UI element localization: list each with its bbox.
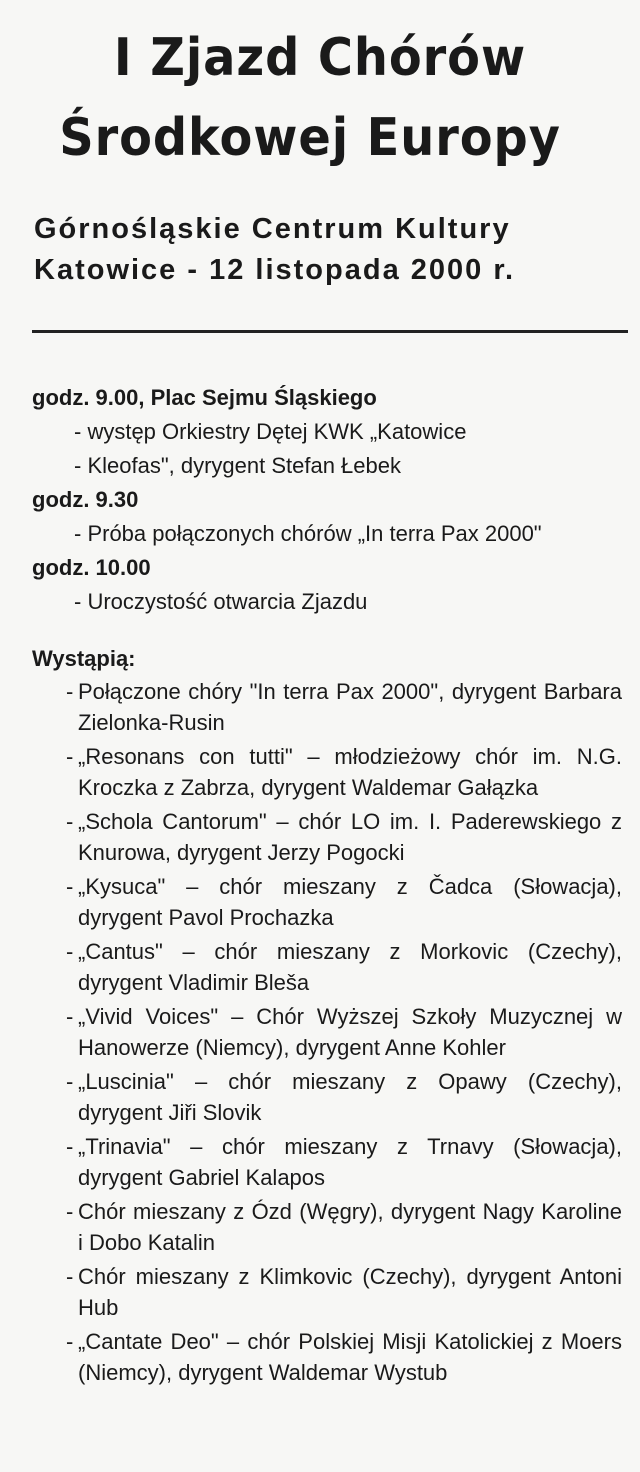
performers-section (32, 643, 622, 1391)
schedule-item (32, 483, 632, 551)
performer-text: Chór mieszany z Ózd (Węgry), dyrygent Nagy Karoline i Dobo Katalin (78, 1199, 622, 1255)
performers-heading: Wystąpią: (32, 646, 136, 671)
performer-text: „Cantus" – chór mieszany z Morkovic (Czechy), dyrygent Vladimir Bleša (78, 939, 622, 995)
list-item: - „Resonans con tutti" – młodzieżowy chór im. N.G. Kroczka z Zabrza, dyrygent Waldemar Gałązka (66, 744, 622, 800)
schedule-time: godz. 10.00 (32, 555, 151, 580)
schedule-line: - występ Orkiestry Dętej KWK „Katowice (74, 419, 467, 444)
schedule-line: - Próba połączonych chórów „In terra Pax 2000" (74, 521, 542, 546)
performer-text: „Vivid Voices" – Chór Wyższej Szkoły Muzycznej w Hanowerze (Niemcy), dyrygent Anne Kohler (78, 1004, 622, 1060)
performers-list (32, 676, 622, 1388)
performer-text: „Luscinia" – chór mieszany z Opawy (Czechy), dyrygent Jiři Slovik (78, 1069, 622, 1125)
schedule-item (32, 381, 632, 483)
schedule-time: godz. 9.00, Plac Sejmu Śląskiego (32, 385, 377, 410)
list-item: - „Luscinia" – chór mieszany z Opawy (Czechy), dyrygent Jiři Slovik (66, 1069, 622, 1125)
list-item: - „Kysuca" – chór mieszany z Čadca (Słowacja), dyrygent Pavol Prochazka (66, 874, 622, 930)
schedule-line: - Uroczystość otwarcia Zjazdu (74, 589, 368, 614)
schedule-line: - Kleofas", dyrygent Stefan Łebek (74, 453, 402, 478)
list-item: - „Schola Cantorum" – chór LO im. I. Paderewskiego z Knurowa, dyrygent Jerzy Pogocki (66, 809, 622, 865)
schedule-time: godz. 9.30 (32, 487, 139, 512)
performer-text: „Schola Cantorum" – chór LO im. I. Paderewskiego z Knurowa, dyrygent Jerzy Pogocki (78, 809, 622, 865)
performer-text: „Cantate Deo" – chór Polskiej Misji Katolickiej z Moers (Niemcy), dyrygent Waldemar Wystub (78, 1329, 622, 1385)
divider-rule (32, 330, 628, 333)
performer-text: „Kysuca" – chór mieszany z Čadca (Słowacja), dyrygent Pavol Prochazka (78, 874, 622, 930)
list-item: - Chór mieszany z Klimkovic (Czechy), dyrygent Antoni Hub (66, 1264, 622, 1320)
schedule (32, 381, 632, 619)
list-item: - „Vivid Voices" – Chór Wyższej Szkoły Muzycznej w Hanowerze (Niemcy), dyrygent Anne Kohler (66, 1004, 622, 1060)
title-line-1: I Zjazd Chórów (113, 28, 527, 88)
performer-text: Chór mieszany z Klimkovic (Czechy), dyrygent Antoni Hub (78, 1264, 622, 1320)
venue-line-2: Katowice - 12 listopada 2000 r. (34, 254, 516, 286)
title-line-2: Środkowej Europy (59, 108, 561, 168)
list-item: - „Cantus" – chór mieszany z Morkovic (Czechy), dyrygent Vladimir Bleša (66, 939, 622, 995)
list-item: - „Trinavia" – chór mieszany z Trnavy (Słowacja), dyrygent Gabriel Kalapos (66, 1134, 622, 1190)
list-item: - Chór mieszany z Ózd (Węgry), dyrygent Nagy Karoline i Dobo Katalin (66, 1199, 622, 1255)
list-item: - „Cantate Deo" – chór Polskiej Misji Katolickiej z Moers (Niemcy), dyrygent Waldemar Wystub (66, 1329, 622, 1385)
performer-text: Połączone chóry "In terra Pax 2000", dyrygent Barbara Zielonka-Rusin (78, 679, 622, 735)
performer-text: „Resonans con tutti" – młodzieżowy chór im. N.G. Kroczka z Zabrza, dyrygent Waldemar Gałązka (78, 744, 622, 800)
schedule-item (32, 551, 632, 619)
venue-line-1: Górnośląskie Centrum Kultury (34, 213, 511, 245)
list-item: - Połączone chóry "In terra Pax 2000", dyrygent Barbara Zielonka-Rusin (66, 679, 622, 735)
performer-text: „Trinavia" – chór mieszany z Trnavy (Słowacja), dyrygent Gabriel Kalapos (78, 1134, 622, 1190)
